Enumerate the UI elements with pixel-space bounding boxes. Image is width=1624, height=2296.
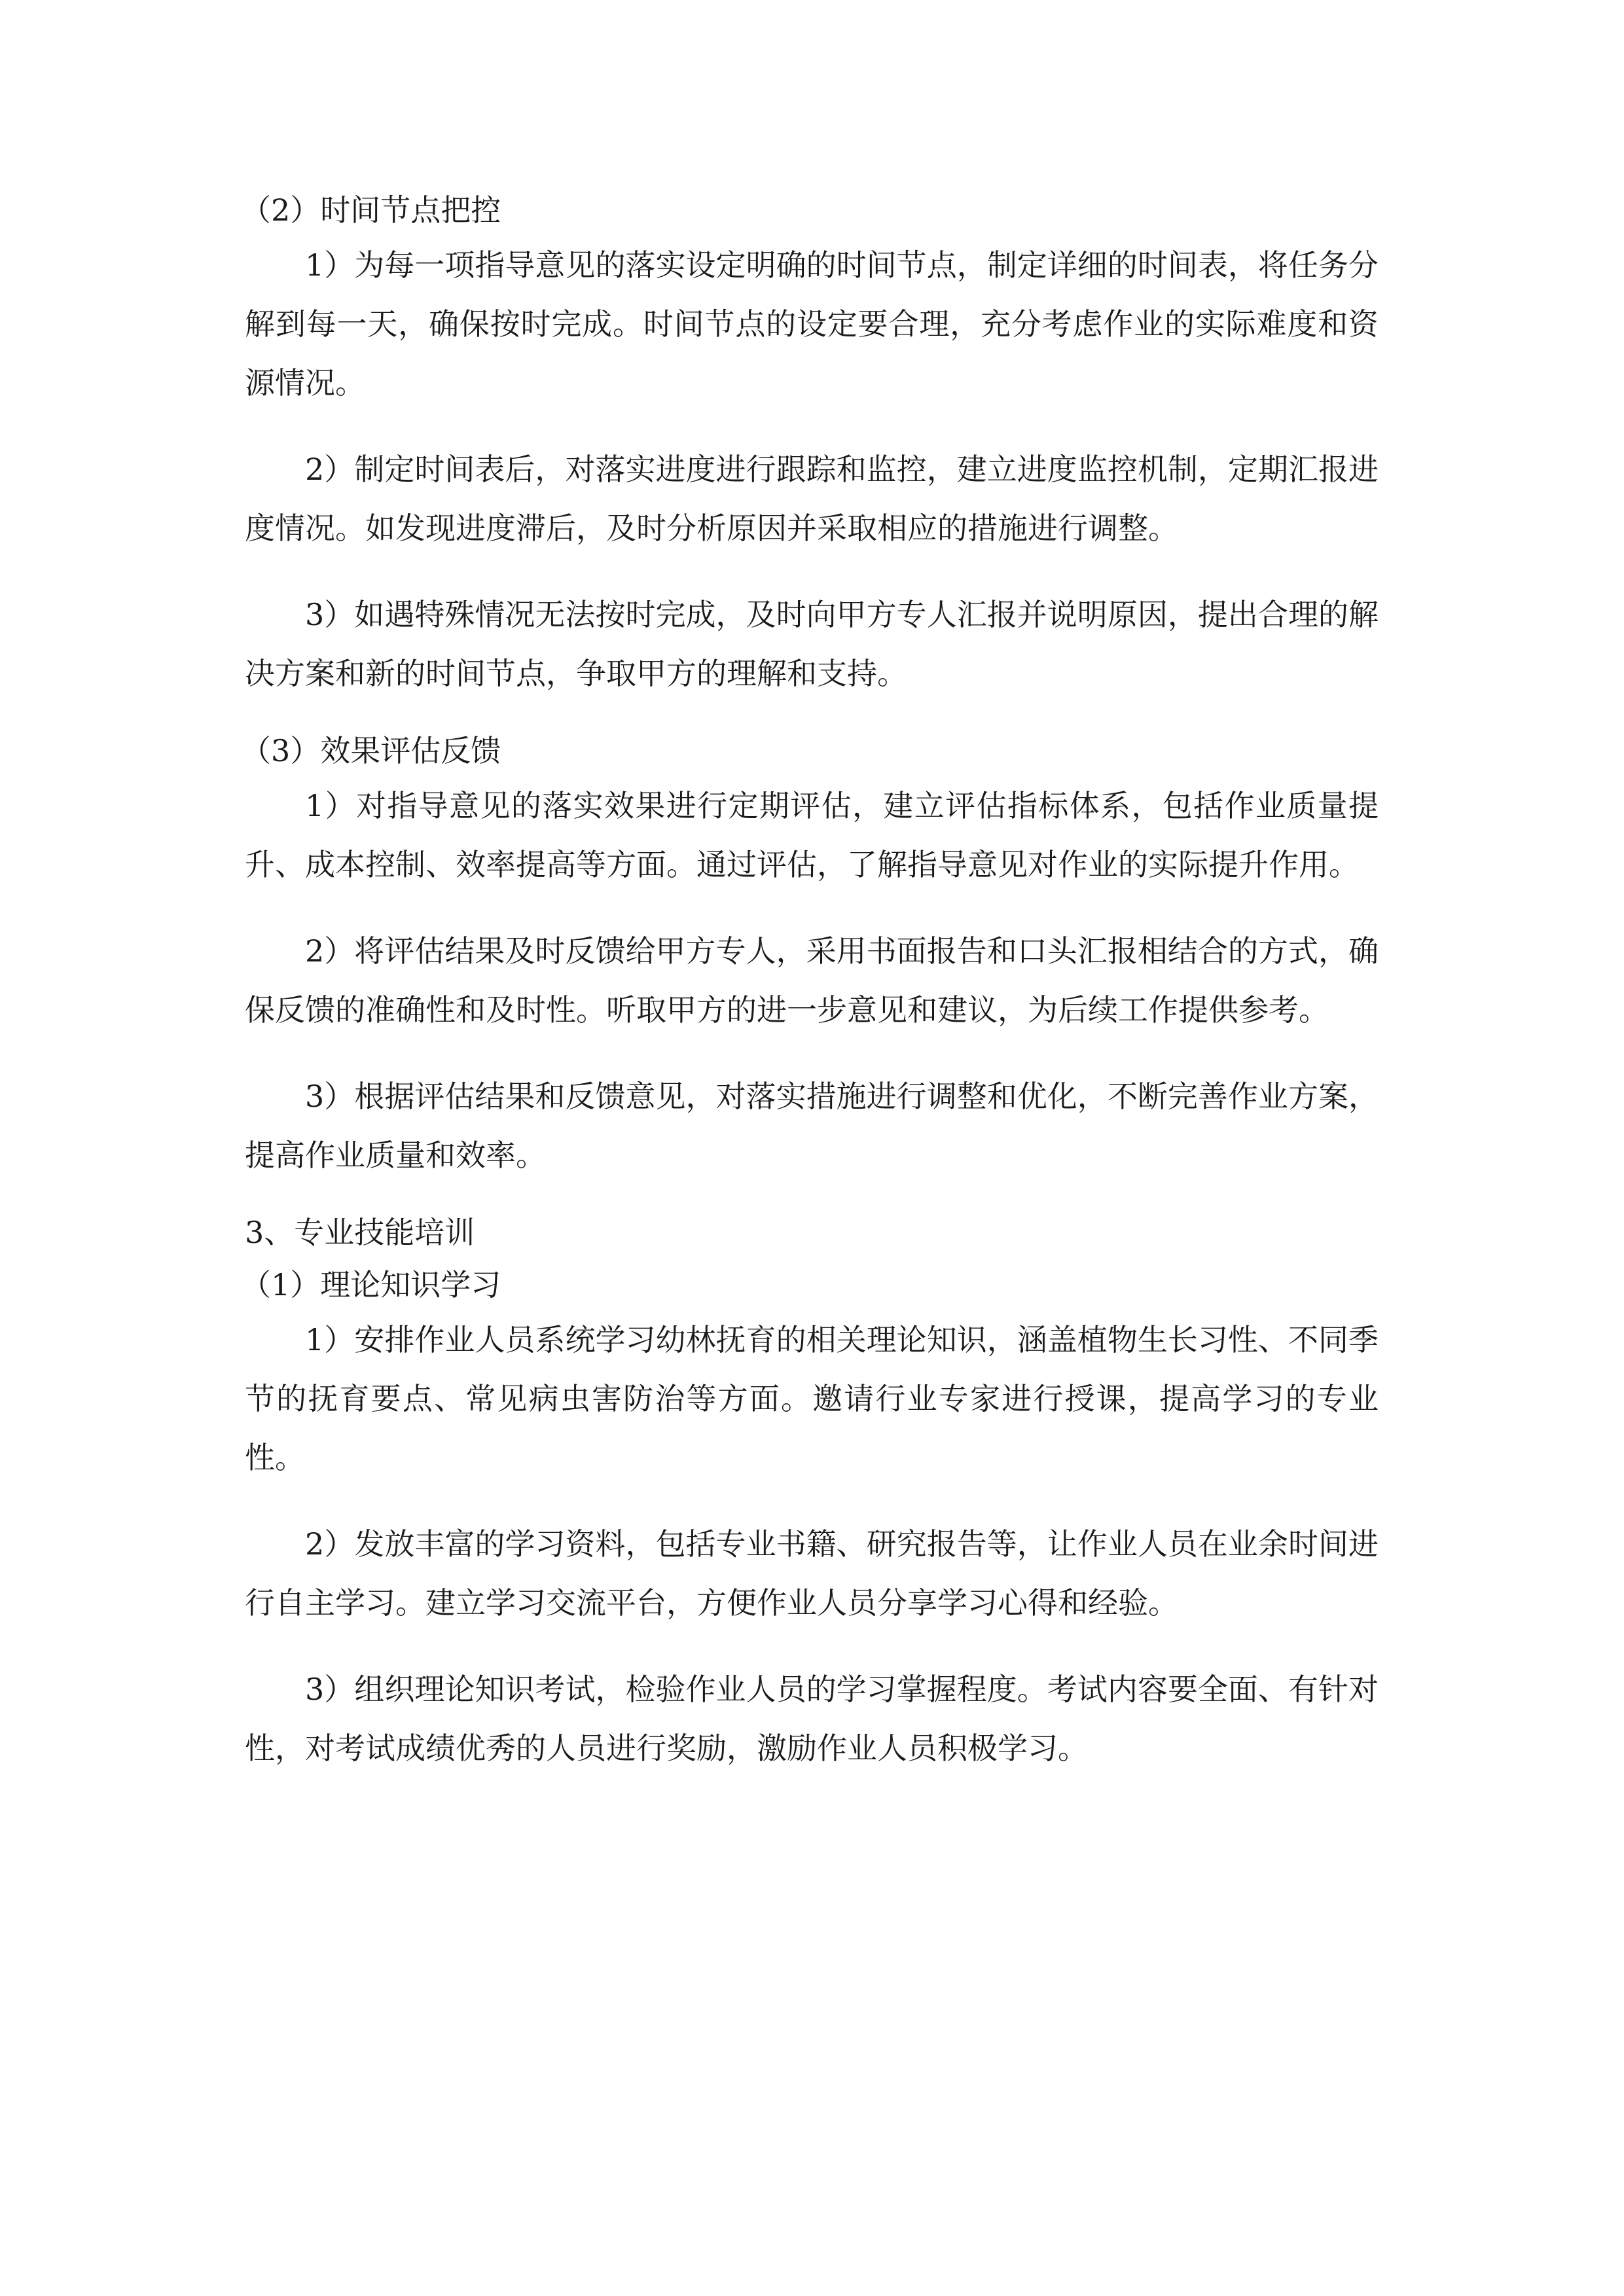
document-body xyxy=(241,190,1379,1778)
paragraph: 3）根据评估结果和反馈意见，对落实措施进行调整和优化，不断完善作业方案，提高作业质量和效率。 xyxy=(245,1079,1379,1173)
chapter-heading-skills-training: 3、专业技能培训 xyxy=(245,1215,475,1250)
paragraph: 2）发放丰富的学习资料，包括专业书籍、研究报告等，让作业人员在业余时间进行自主学习。建立学习交流平台，方便作业人员分享学习心得和经验。 xyxy=(245,1526,1379,1621)
paragraph: 3）组织理论知识考试，检验作业人员的学习掌握程度。考试内容要全面、有针对性，对考试成绩优秀的人员进行奖励，激励作业人员积极学习。 xyxy=(245,1672,1379,1766)
paragraph: 1）对指导意见的落实效果进行定期评估，建立评估指标体系，包括作业质量提升、成本控制、效率提高等方面。通过评估，了解指导意见对作业的实际提升作用。 xyxy=(245,788,1379,882)
paragraph: 1）为每一项指导意见的落实设定明确的时间节点，制定详细的时间表，将任务分解到每一天，确保按时完成。时间节点的设定要合理，充分考虑作业的实际难度和资源情况。 xyxy=(245,247,1379,401)
section-heading-evaluation: （3）效果评估反馈 xyxy=(241,733,501,768)
section-heading-theory-study: （1）理论知识学习 xyxy=(241,1267,501,1302)
section-heading-time-nodes: （2）时间节点把控 xyxy=(241,192,501,228)
paragraph: 3）如遇特殊情况无法按时完成，及时向甲方专人汇报并说明原因，提出合理的解决方案和新的时间节点，争取甲方的理解和支持。 xyxy=(245,597,1379,691)
paragraph: 2）制定时间表后，对落实进度进行跟踪和监控，建立进度监控机制，定期汇报进度情况。如发现进度滞后，及时分析原因并采取相应的措施进行调整。 xyxy=(245,452,1379,546)
paragraph: 1）安排作业人员系统学习幼林抚育的相关理论知识，涵盖植物生长习性、不同季节的抚育要点、常见病虫害防治等方面。邀请行业专家进行授课，提高学习的专业性。 xyxy=(245,1322,1379,1475)
paragraph: 2）将评估结果及时反馈给甲方专人，采用书面报告和口头汇报相结合的方式，确保反馈的准确性和及时性。听取甲方的进一步意见和建议，为后续工作提供参考。 xyxy=(245,933,1379,1028)
